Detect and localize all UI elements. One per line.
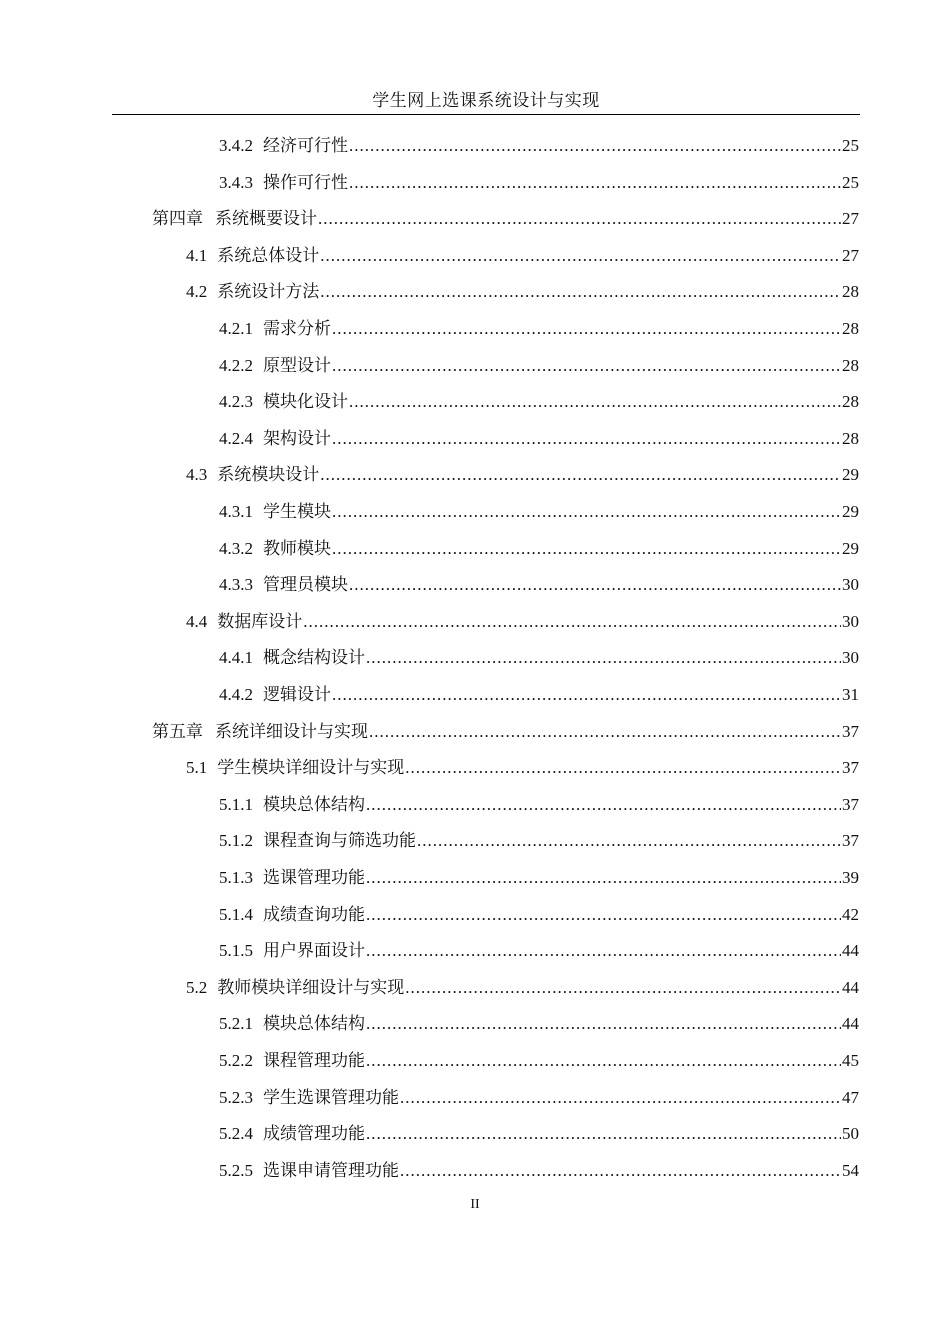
toc-dot-leader [366, 1010, 841, 1038]
toc-dot-leader [332, 681, 841, 709]
toc-entry[interactable] [186, 278, 859, 306]
toc-entry-label: 学生模块详细设计与实现 [217, 758, 405, 779]
toc-dot-leader [366, 864, 841, 892]
toc-entry-page: 45 [842, 1051, 859, 1070]
toc-entry-title [219, 1047, 365, 1075]
toc-entry-number: 3.4.2 [219, 136, 253, 155]
toc-entry-number: 5.2.4 [219, 1124, 253, 1144]
toc-entry-title [219, 937, 365, 965]
toc-entry-number: 4.2 [186, 282, 208, 302]
toc-entry-label: 操作可行性 [263, 172, 348, 193]
toc-dot-leader [366, 901, 841, 929]
toc-entry[interactable] [186, 974, 859, 1002]
toc-entry-page: 28 [842, 282, 859, 302]
toc-entry-label: 模块总体结构 [263, 1014, 365, 1035]
toc-entry-title [219, 1010, 365, 1038]
toc-dot-leader [332, 498, 841, 526]
toc-entry-number: 5.1.4 [219, 904, 253, 924]
toc-dot-leader [366, 644, 841, 672]
toc-entry-label: 学生模块 [263, 502, 331, 522]
toc-dot-leader [320, 242, 841, 270]
toc-entry-title [186, 974, 404, 1002]
toc-entry-label: 模块化设计 [263, 392, 348, 413]
toc-entry-page: 50 [842, 1124, 859, 1144]
toc-entry[interactable] [219, 388, 859, 416]
toc-entry[interactable] [219, 1157, 859, 1185]
toc-entry[interactable] [219, 864, 859, 892]
toc-entry[interactable] [219, 827, 859, 855]
toc-entry-page: 37 [842, 758, 859, 778]
toc-entry-number: 5.2.2 [219, 1051, 253, 1070]
toc-dot-leader [366, 791, 841, 819]
toc-entry-page: 31 [842, 685, 859, 704]
toc-entry-label: 模块总体结构 [263, 794, 365, 815]
toc-entry[interactable] [186, 461, 859, 489]
toc-entry-label: 需求分析 [263, 319, 331, 339]
toc-entry-title [219, 791, 365, 819]
toc-entry-number: 4.2.3 [219, 392, 253, 412]
toc-dot-leader [332, 352, 841, 380]
toc-entry[interactable] [152, 718, 859, 746]
toc-entry-title [152, 718, 368, 746]
page-number: II [470, 1197, 480, 1212]
toc-entry-number: 4.3.1 [219, 502, 253, 521]
toc-entry-page: 28 [842, 392, 859, 412]
toc-entry-title [219, 315, 331, 343]
toc-entry-label: 系统详细设计与实现 [215, 721, 368, 742]
toc-entry-label: 课程管理功能 [263, 1051, 365, 1071]
toc-entry-label: 经济可行性 [263, 136, 348, 156]
toc-dot-leader [400, 1157, 841, 1185]
toc-entry-number: 4.2.2 [219, 355, 253, 375]
toc-dot-leader [320, 461, 841, 489]
toc-entry-label: 系统概要设计 [215, 209, 317, 230]
toc-entry-page: 44 [842, 977, 859, 997]
toc-dot-leader [369, 718, 841, 746]
toc-entry-number: 5.2.3 [219, 1087, 253, 1107]
toc-entry-label: 课程查询与筛选功能 [263, 831, 416, 852]
toc-entry-title [219, 169, 348, 197]
toc-entry[interactable] [219, 1047, 859, 1075]
toc-entry-number: 5.1.1 [219, 794, 253, 814]
toc-entry-page: 37 [842, 794, 859, 814]
toc-entry-title [219, 1084, 399, 1112]
toc-entry-page: 42 [842, 904, 859, 924]
toc-entry-label: 教师模块 [263, 538, 331, 559]
toc-entry-label: 概念结构设计 [263, 648, 365, 669]
toc-entry[interactable] [219, 425, 859, 453]
toc-entry-number: 5.2 [186, 977, 208, 997]
toc-entry-page: 30 [842, 648, 859, 668]
toc-entry-title [219, 132, 348, 160]
toc-entry-number: 4.3.3 [219, 575, 253, 595]
toc-entry-number: 4.4.1 [219, 648, 253, 668]
toc-entry[interactable] [219, 315, 859, 343]
toc-entry-number: 5.2.1 [219, 1014, 253, 1034]
toc-entry[interactable] [219, 1120, 859, 1148]
toc-entry[interactable] [219, 937, 859, 965]
toc-entry-number: 5.1 [186, 758, 208, 778]
toc-entry-title [219, 644, 365, 672]
toc-entry-number: 3.4.3 [219, 172, 253, 192]
toc-entry-label: 用户界面设计 [263, 941, 365, 962]
toc-entry-label: 选课管理功能 [263, 868, 365, 888]
toc-entry-number: 4.1 [186, 245, 208, 265]
toc-entry-label: 成绩查询功能 [263, 904, 365, 925]
toc-entry-number: 第五章 [152, 721, 203, 741]
toc-entry-page: 29 [842, 465, 859, 485]
toc-entry-page: 28 [842, 319, 859, 338]
toc-entry-page: 25 [842, 136, 859, 155]
toc-entry[interactable] [219, 571, 859, 599]
toc-entry[interactable] [186, 242, 859, 270]
toc-entry[interactable] [219, 169, 859, 197]
toc-dot-leader [318, 205, 841, 233]
toc-entry[interactable] [219, 535, 859, 563]
toc-dot-leader [303, 608, 841, 636]
toc-entry-page: 44 [842, 941, 859, 961]
toc-entry-title [219, 901, 365, 929]
toc-entry-title [186, 461, 319, 489]
toc-entry-title [219, 1120, 365, 1148]
toc-dot-leader [349, 388, 841, 416]
toc-entry-title [186, 608, 302, 636]
toc-entry[interactable] [186, 608, 859, 636]
toc-entry-number: 4.4 [186, 611, 208, 631]
toc-entry[interactable] [219, 791, 859, 819]
toc-entry[interactable] [219, 681, 859, 709]
toc-entry-title [219, 827, 416, 855]
toc-entry-label: 逻辑设计 [263, 685, 331, 705]
toc-entry[interactable] [186, 754, 859, 782]
toc-entry-title [219, 535, 331, 563]
toc-entry-page: 37 [842, 831, 859, 851]
toc-entry[interactable] [219, 498, 859, 526]
toc-entry-label: 系统模块设计 [217, 465, 320, 486]
toc-entry-number: 4.2.1 [219, 319, 253, 338]
toc-entry-title [186, 754, 404, 782]
toc-dot-leader [366, 1047, 841, 1075]
toc-entry-number: 5.2.5 [219, 1160, 253, 1180]
toc-entry-page: 54 [842, 1160, 859, 1180]
toc-entry[interactable] [219, 1084, 859, 1112]
toc-entry-page: 29 [842, 538, 859, 558]
toc-entry-page: 28 [842, 428, 859, 448]
toc-entry[interactable] [219, 901, 859, 929]
toc-entry[interactable] [219, 1010, 859, 1038]
toc-dot-leader [405, 754, 841, 782]
toc-entry-title [219, 571, 348, 599]
toc-entry-title [152, 205, 317, 233]
toc-dot-leader [400, 1084, 841, 1112]
toc-entry-page: 25 [842, 172, 859, 192]
toc-dot-leader [366, 937, 841, 965]
toc-entry-number: 4.3.2 [219, 538, 253, 558]
toc-entry-label: 系统设计方法 [217, 282, 320, 303]
toc-entry-page: 28 [842, 355, 859, 375]
toc-entry-label: 系统总体设计 [217, 245, 320, 266]
toc-entry-page: 29 [842, 502, 859, 521]
toc-entry[interactable] [219, 644, 859, 672]
toc-entry-number: 5.1.2 [219, 831, 253, 851]
toc-entry-label: 成绩管理功能 [263, 1124, 365, 1145]
toc-entry-title [219, 425, 331, 453]
toc-entry-page: 47 [842, 1087, 859, 1107]
toc-entry-label: 选课申请管理功能 [263, 1160, 399, 1181]
toc-entry-label: 管理员模块 [263, 575, 348, 596]
toc-entry-number: 5.1.5 [219, 941, 253, 961]
toc-entry-page: 30 [842, 575, 859, 595]
toc-dot-leader [320, 278, 841, 306]
toc-entry[interactable] [219, 352, 859, 380]
toc-entry-label: 教师模块详细设计与实现 [217, 977, 405, 998]
toc-dot-leader [366, 1120, 841, 1148]
toc-entry-title [186, 242, 319, 270]
toc-entry[interactable] [152, 205, 859, 233]
toc-dot-leader [405, 974, 841, 1002]
toc-entry-page: 30 [842, 611, 859, 631]
page-header [112, 88, 860, 115]
toc-dot-leader [332, 425, 841, 453]
toc-entry-number: 4.3 [186, 465, 208, 485]
toc-entry-title [219, 352, 331, 380]
toc-entry-label: 学生选课管理功能 [263, 1087, 399, 1108]
toc-entry-number: 5.1.3 [219, 868, 253, 887]
toc-entry-label: 数据库设计 [217, 611, 303, 632]
toc-entry-label: 架构设计 [263, 428, 331, 449]
toc-entry-page: 27 [842, 245, 859, 265]
toc-entry-title [219, 388, 348, 416]
toc-dot-leader [332, 315, 841, 343]
toc-entry-page: 39 [842, 868, 859, 887]
toc-entry-number: 4.4.2 [219, 685, 253, 704]
toc-entry-title [219, 498, 331, 526]
toc-entry-label: 原型设计 [263, 355, 331, 376]
toc-entry-page: 27 [842, 209, 859, 229]
toc-entry[interactable] [219, 132, 859, 160]
document-title: 学生网上选课系统设计与实现 [372, 91, 600, 111]
toc-entry-title [186, 278, 319, 306]
toc-entry-title [219, 864, 365, 892]
toc-entry-number: 4.2.4 [219, 428, 253, 448]
toc-dot-leader [349, 571, 841, 599]
toc-entry-page: 44 [842, 1014, 859, 1034]
toc-entry-title [219, 1157, 399, 1185]
toc-dot-leader [349, 132, 841, 160]
toc-dot-leader [417, 827, 841, 855]
toc-dot-leader [349, 169, 841, 197]
toc-entry-page: 37 [842, 721, 859, 741]
toc-entry-title [219, 681, 331, 709]
toc-entry-number: 第四章 [152, 209, 203, 229]
toc-dot-leader [332, 535, 841, 563]
